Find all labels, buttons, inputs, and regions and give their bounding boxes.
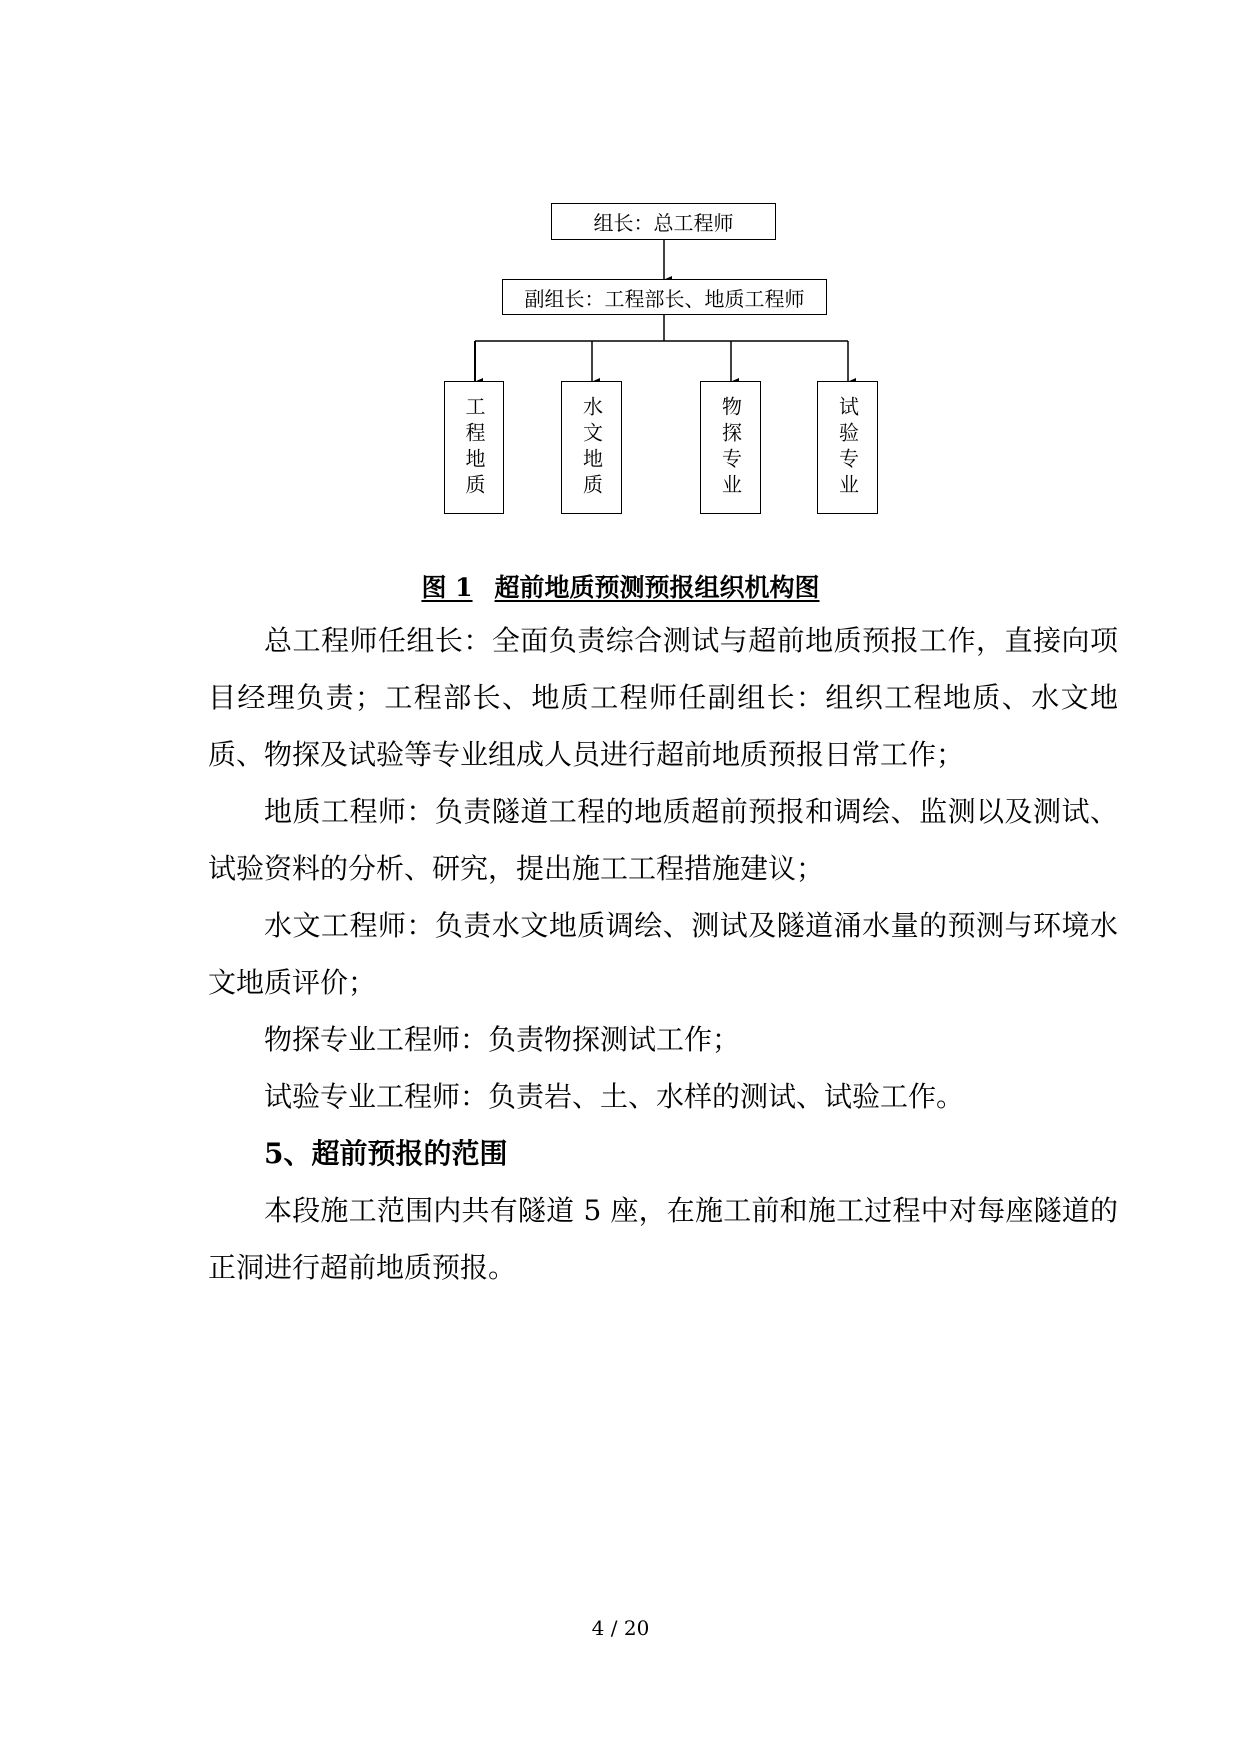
- figure-caption: [0, 568, 1241, 604]
- org-box-deputy: [502, 279, 827, 315]
- section-heading: 5、超前预报的范围: [264, 1137, 508, 1170]
- org-box-testing: [817, 381, 878, 514]
- section-paragraph: 本段施工范围内共有隧道 5 座，在施工前和施工过程中对每座隧道的正洞进行超前地质预报。: [208, 1194, 1118, 1284]
- paragraph: 试验专业工程师：负责岩、土、水样的测试、试验工作。: [264, 1080, 965, 1113]
- figure-number: 图 1: [421, 573, 473, 602]
- figure-title: 超前地质预测预报组织机构图: [494, 573, 820, 602]
- org-box-hydro-geology: [561, 381, 622, 514]
- paragraph: 地质工程师：负责隧道工程的地质超前预报和调绘、监测以及测试、试验资料的分析、研究，提出施工工程措施建议；: [208, 795, 1118, 885]
- body-text: [208, 612, 1118, 1296]
- org-box-leaf-label: 工程地质: [462, 395, 486, 500]
- org-box-geophysics: [700, 381, 761, 514]
- org-box-leaf-label: 物探专业: [718, 395, 743, 500]
- org-box-leader-label: 组长：总工程师: [593, 211, 734, 235]
- paragraph: 物探专业工程师：负责物探测试工作；: [264, 1023, 741, 1056]
- org-box-leaf-label: 试验专业: [835, 395, 860, 500]
- org-box-deputy-label: 副组长：工程部长、地质工程师: [524, 286, 805, 311]
- org-box-engineering-geology: [444, 381, 504, 514]
- paragraph: 总工程师任组长：全面负责综合测试与超前地质预报工作，直接向项目经理负责；工程部长、地质工程师任副组长：组织工程地质、水文地质、物探及试验等专业组成人员进行超前地质预报日常工作；: [208, 624, 1118, 771]
- org-box-leaf-label: 水文地质: [579, 395, 604, 500]
- page-number: 4 / 20: [591, 1616, 650, 1640]
- org-box-leader: [551, 203, 776, 240]
- paragraph: 水文工程师：负责水文地质调绘、测试及隧道涌水量的预测与环境水文地质评价；: [208, 909, 1118, 999]
